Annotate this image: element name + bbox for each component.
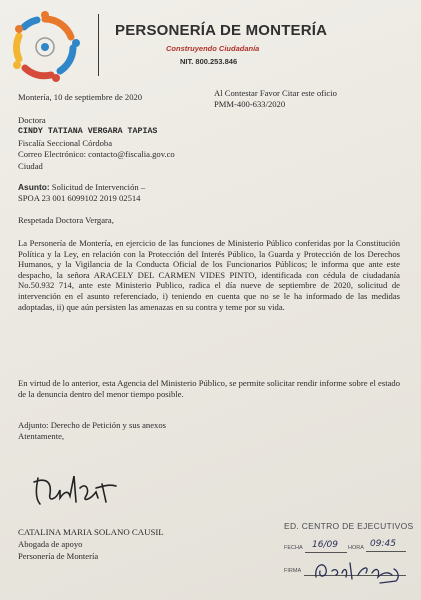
stamp-fecha-line [305,552,347,553]
recipient-name: CINDY TATIANA VERGARA TAPIAS [18,127,158,136]
recipient-office: Fiscalía Seccional Córdoba [18,138,113,148]
subject-label: Asunto: [18,182,50,192]
handwritten-signature [30,468,130,508]
date-line: Montería, 10 de septiembre de 2020 [18,92,143,102]
header-nit: NIT. 800.253.846 [180,57,238,66]
subject-text: Solicitud de Intervención – [51,182,146,192]
signer-name: CATALINA MARIA SOLANO CAUSIL [18,527,164,537]
recipient-email: Correo Electrónico: contacto@fiscalia.gov.co [18,149,175,159]
header-divider [98,14,99,76]
stamp-fecha-value: 16/09 [312,540,338,550]
body-paragraph-2: En virtud de lo anterior, esta Agencia del Ministerio Público, se permite solicitar rendir informe sobre el estado de la denuncia dentro del menor tiempo posible. [18,378,400,399]
stamp-fecha-label: FECHA [284,545,303,551]
signer-org: Personería de Montería [18,551,99,561]
stamp-signature [310,555,405,585]
stamp-hora-label: HORA [348,545,364,551]
reference-line-2: PMM-400-633/2020 [214,99,286,109]
header-slogan: Construyendo Ciudadanía [166,44,260,53]
stamp-hora-value: 09:45 [370,539,396,549]
header-title: PERSONERÍA DE MONTERÍA [115,22,328,39]
body-paragraph-1: La Personería de Montería, en ejercicio de las funciones de Ministerio Público conferidas por la Constitución Política y la Ley, en relación con la Protección del Interés Público, la Guarda y Protección de los Derechos Humanos, y la Vigilancia de la Conducta Oficial de los Funcionarios Públicos; le informa que ante este despacho, la señora ARACELY DEL CARMEN VIDES PINTO, identificada con cédula de ciudadanía No.50.932 714, ante este Ministerio Publico, radica el día nueve de septiembre de 2020, solicitud de intervención en el asunto referenciado, i) teniendo en cuenta que no se le ha informado de las medidas adoptadas, ii) que aún persisten las amenazas en su contra y teme por su vida. [18,238,400,312]
stamp-hora-line [366,551,406,552]
stamp-firma-label: FIRMA [284,568,302,574]
attachment-line: Adjunto: Derecho de Petición y sus anexos [18,420,166,430]
reference-line-1: Al Contestar Favor Citar este oficio [214,88,337,98]
greeting: Respetada Doctora Vergara, [18,215,114,225]
signer-role: Abogada de apoyo [18,539,83,549]
subject-spoa: SPOA 23 001 6099102 2019 02514 [18,193,141,203]
recipient-title: Doctora [18,115,46,125]
personeria-logo [8,10,82,84]
stamp-title: ED. CENTRO DE EJECUTIVOS [284,521,414,531]
recipient-city: Ciudad [18,161,43,171]
subject-line [18,182,145,193]
closing: Atentamente, [18,431,65,441]
